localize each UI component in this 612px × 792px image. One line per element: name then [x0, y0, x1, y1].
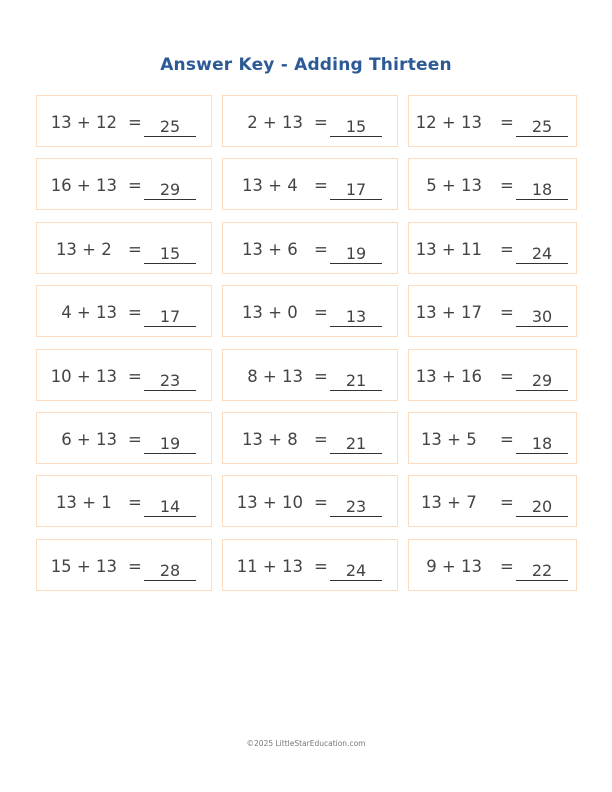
problem-cell [36, 285, 212, 337]
copyright-footer: ©2025 LittleStarEducation.com [246, 739, 366, 748]
answer-value: 21 [330, 434, 382, 454]
answer-value: 18 [516, 434, 568, 454]
answer-value: 23 [330, 497, 382, 517]
problem-expression: 13 + 1 [55, 493, 117, 513]
problem-cell [408, 539, 577, 591]
problem-expression: 13 + 7 [420, 493, 482, 513]
answer-value: 17 [144, 307, 196, 327]
problem-cell [222, 95, 398, 147]
problem-cell [408, 285, 577, 337]
problem-cell [222, 412, 398, 464]
problem-expression: 13 + 11 [415, 239, 482, 259]
equals-sign: = [314, 429, 328, 449]
answer-value: 19 [330, 244, 382, 264]
problem-expression: 13 + 17 [415, 303, 482, 323]
equals-sign: = [128, 239, 142, 259]
answer-value: 25 [516, 117, 568, 137]
problem-expression: 4 + 13 [61, 303, 117, 323]
answer-value: 17 [330, 180, 382, 200]
problem-expression: 15 + 13 [50, 556, 117, 576]
problem-cell [408, 222, 577, 274]
problem-cell [36, 95, 212, 147]
problem-expression: 16 + 13 [50, 176, 117, 196]
problem-expression: 8 + 13 [247, 366, 303, 386]
equals-sign: = [500, 429, 514, 449]
problem-expression: 6 + 13 [61, 429, 117, 449]
answer-value: 20 [516, 497, 568, 517]
problem-expression: 13 + 4 [241, 176, 303, 196]
equals-sign: = [128, 176, 142, 196]
equals-sign: = [128, 113, 142, 132]
problem-row [36, 222, 577, 285]
answer-value: 21 [330, 371, 382, 391]
problem-expression: 13 + 16 [415, 366, 482, 386]
answer-value: 22 [516, 561, 568, 581]
problem-cell [36, 412, 212, 464]
equals-sign: = [314, 493, 328, 513]
equals-sign: = [314, 556, 328, 576]
equals-sign: = [128, 366, 142, 386]
answer-value: 14 [144, 497, 196, 517]
problem-expression: 9 + 13 [426, 556, 482, 576]
problem-cell [36, 222, 212, 274]
answer-value: 23 [144, 371, 196, 391]
problem-cell [408, 412, 577, 464]
problem-expression: 13 + 8 [241, 429, 303, 449]
answer-value: 28 [144, 561, 196, 581]
problem-cell [36, 475, 212, 527]
problem-grid [36, 95, 577, 602]
problem-cell [222, 285, 398, 337]
equals-sign: = [500, 239, 514, 259]
answer-value: 15 [144, 244, 196, 264]
problem-cell [36, 539, 212, 591]
problem-expression: 13 + 10 [236, 493, 303, 513]
problem-cell [222, 475, 398, 527]
equals-sign: = [314, 303, 328, 323]
problem-expression: 13 + 2 [55, 239, 117, 259]
problem-cell [36, 349, 212, 401]
problem-cell [408, 349, 577, 401]
answer-value: 24 [330, 561, 382, 581]
equals-sign: = [500, 303, 514, 323]
problem-expression: 11 + 13 [236, 556, 303, 576]
problem-row [36, 412, 577, 475]
problem-cell [222, 222, 398, 274]
page-title: Answer Key - Adding Thirteen [160, 55, 452, 75]
problem-cell [222, 158, 398, 210]
problem-expression: 2 + 13 [247, 113, 303, 132]
equals-sign: = [500, 556, 514, 576]
equals-sign: = [500, 493, 514, 513]
equals-sign: = [500, 113, 514, 132]
answer-value: 30 [516, 307, 568, 327]
equals-sign: = [128, 303, 142, 323]
equals-sign: = [314, 366, 328, 386]
problem-expression: 12 + 13 [415, 113, 482, 132]
equals-sign: = [128, 556, 142, 576]
problem-row [36, 539, 577, 602]
equals-sign: = [128, 429, 142, 449]
problem-cell [408, 95, 577, 147]
problem-cell [408, 475, 577, 527]
answer-value: 29 [144, 180, 196, 200]
equals-sign: = [314, 239, 328, 259]
answer-value: 18 [516, 180, 568, 200]
problem-expression: 13 + 5 [420, 429, 482, 449]
answer-value: 25 [144, 117, 196, 137]
problem-expression: 13 + 12 [50, 113, 117, 132]
answer-value: 13 [330, 307, 382, 327]
problem-cell [222, 539, 398, 591]
problem-expression: 10 + 13 [50, 366, 117, 386]
equals-sign: = [128, 493, 142, 513]
answer-value: 15 [330, 117, 382, 137]
problem-row [36, 158, 577, 221]
answer-value: 19 [144, 434, 196, 454]
problem-cell [408, 158, 577, 210]
problem-expression: 5 + 13 [426, 176, 482, 196]
problem-row [36, 95, 577, 158]
problem-expression: 13 + 0 [241, 303, 303, 323]
problem-row [36, 349, 577, 412]
problem-expression: 13 + 6 [241, 239, 303, 259]
problem-cell [36, 158, 212, 210]
problem-row [36, 285, 577, 348]
problem-row [36, 475, 577, 538]
equals-sign: = [500, 176, 514, 196]
equals-sign: = [314, 176, 328, 196]
answer-value: 29 [516, 371, 568, 391]
problem-cell [222, 349, 398, 401]
equals-sign: = [500, 366, 514, 386]
equals-sign: = [314, 113, 328, 132]
answer-value: 24 [516, 244, 568, 264]
